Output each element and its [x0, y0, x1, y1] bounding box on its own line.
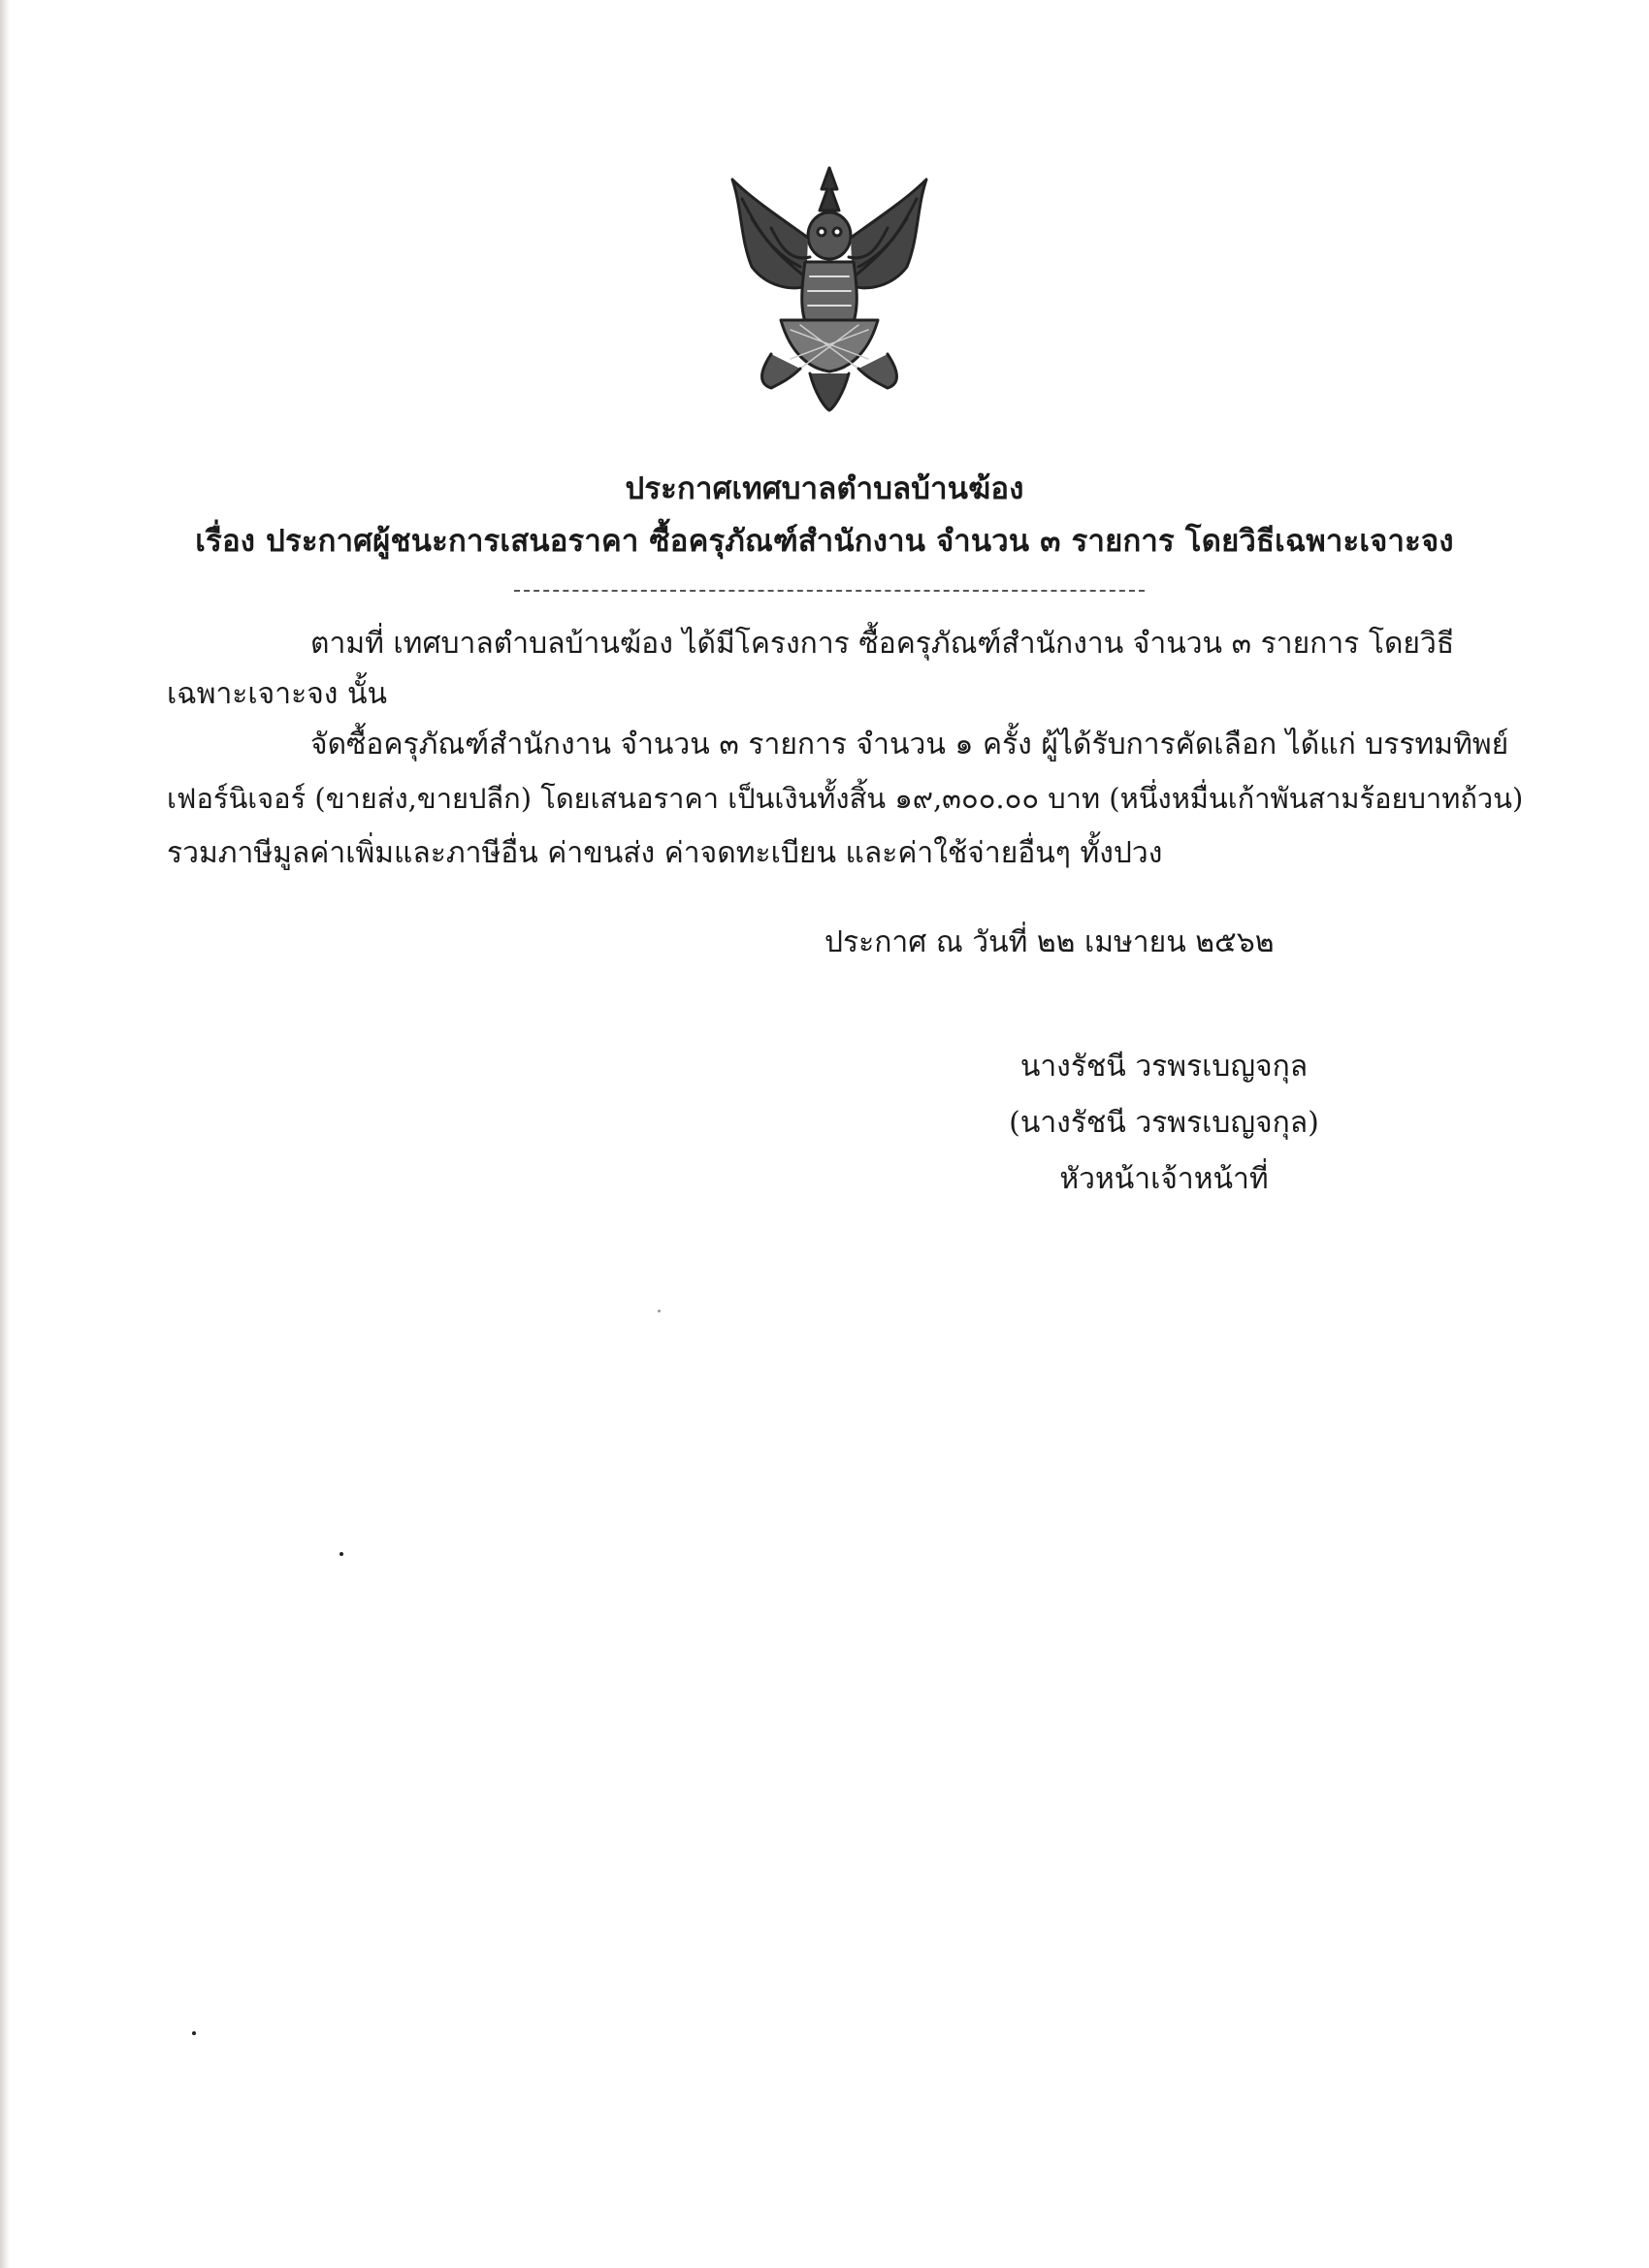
- paragraph-1-line-2: เฉพาะเจาะจง นั้น: [167, 677, 387, 711]
- scan-speck: [340, 1552, 343, 1556]
- signer-position: หัวหน้าเจ้าหน้าที่: [1059, 1162, 1269, 1196]
- dashed-separator: [514, 590, 1145, 592]
- scan-speck: [658, 1310, 661, 1312]
- printed-name: (นางรัชนี วรพรเบญจกุล): [1009, 1106, 1319, 1140]
- garuda-emblem-icon: [713, 160, 946, 412]
- scan-speck: [192, 2031, 196, 2035]
- scan-edge-shadow: [0, 0, 10, 2268]
- announcement-title: ประกาศเทศบาลตำบลบ้านฆ้อง: [625, 471, 1024, 506]
- announcement-subject: เรื่อง ประกาศผู้ชนะการเสนอราคา ซื้อครุภัณฑ์สำนักงาน จำนวน ๓ รายการ โดยวิธีเฉพาะเจาะจง: [195, 524, 1454, 559]
- signature-name: นางรัชนี วรพรเบญจกุล: [1019, 1050, 1309, 1084]
- paragraph-2-line-1: จัดซื้อครุภัณฑ์สำนักงาน จำนวน ๓ รายการ จำนวน ๑ ครั้ง ผู้ได้รับการคัดเลือก ได้แก่ บรรทมทิพย์: [310, 728, 1509, 761]
- paragraph-2-line-2: เฟอร์นิเจอร์ (ขายส่ง,ขายปลีก) โดยเสนอราคา เป็นเงินทั้งสิ้น ๑๙,๓๐๐.๐๐ บาท (หนึ่งหมื่นเก้าพันสามร้อยบาทถ้วน): [167, 782, 1524, 815]
- paragraph-1-line-1: ตามที่ เทศบาลตำบลบ้านฆ้อง ได้มีโครงการ ซื้อครุภัณฑ์สำนักงาน จำนวน ๓ รายการ โดยวิธี: [310, 627, 1455, 661]
- paragraph-2-line-3: รวมภาษีมูลค่าเพิ่มและภาษีอื่น ค่าขนส่ง ค่าจดทะเบียน และค่าใช้จ่ายอื่นๆ ทั้งปวง: [167, 836, 1163, 870]
- announcement-date: ประกาศ ณ วันที่ ๒๒ เมษายน ๒๕๖๒: [824, 925, 1275, 959]
